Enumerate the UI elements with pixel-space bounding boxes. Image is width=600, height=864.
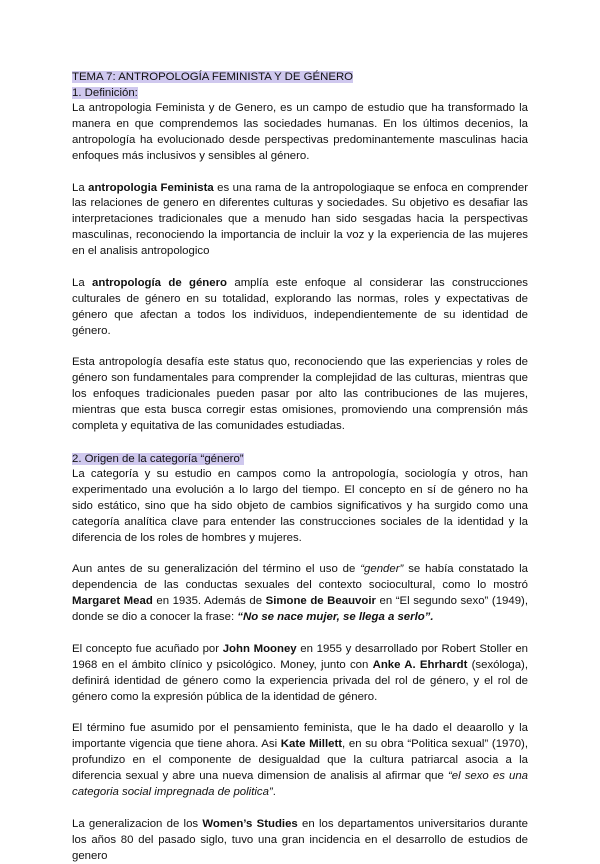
text: , en su obra “Politica sexual” (1970), profundizo en el componente de desigualdad que la cultura patriarcal asocia a la diferencia sexual y abre una nueva dimension de analisis al afirmar que bbox=[72, 738, 528, 783]
text: El concepto fue acuñado por bbox=[72, 642, 223, 655]
text: . bbox=[272, 785, 276, 798]
section-2-heading-text: 2. Origen de la categoría “género” bbox=[72, 452, 244, 465]
text: La bbox=[72, 276, 93, 289]
term-womens-studies: Women’s Studies bbox=[202, 817, 298, 830]
section-2-paragraph-3 bbox=[72, 642, 528, 706]
section-1-paragraph-1: La antropologia Feminista y de Genero, es un campo de estudio que ha transformado la manera en que comprendemos las sociedades humanas. En los últimos decenios, la antropología ha evolucionado desde perspectivas predominantemente masculinas hacia enfoques más inclusivos y sensibles al género. bbox=[72, 102, 528, 162]
text: Aun antes de su generalización del término el uso de bbox=[72, 563, 361, 576]
section-1-paragraph-4: Esta antropología desafía este status quo, reconociendo que las experiencias y roles de género son fundamentales para comprender la complejidad de las culturas, mientras que los enfoques tradicionales pueden pasar por alto las contribuciones de las mujeres, mientras que esta busca corregir estas omisiones, promoviendo una comprensión más completa y equitativa de las comunidades estudiadas. bbox=[72, 356, 528, 433]
section-1-heading-text: 1. Definición: bbox=[72, 87, 138, 99]
section-2-paragraph-5 bbox=[72, 817, 528, 864]
document-title bbox=[72, 69, 528, 85]
text: se había constatado la dependencia de las conductas sexuales del contexto sociocultural, como lo mostró bbox=[72, 563, 528, 592]
quote-beauvoir: “No se nace mujer, se llega a serlo”. bbox=[237, 611, 434, 624]
text: El término fue asumido por el pensamiento feminista, que le ha dado el deaarollo y la importante vigencia que tiene ahora. Asi bbox=[72, 722, 528, 751]
text: La generalizacion de los bbox=[72, 817, 203, 830]
name-anke-ehrhardt: Anke A. Ehrhardt bbox=[372, 658, 468, 671]
term-gender: “gender” bbox=[360, 563, 404, 576]
name-margaret-mead: Margaret Mead bbox=[72, 595, 153, 608]
section-2-paragraph-4 bbox=[72, 721, 528, 801]
section-2-paragraph-1: La categoría y su estudio en campos como la antropología, sociología y otros, han experimentado una evolución a lo largo del tiempo. El concepto en sí de género no ha sido estático, sino que ha sido objeto de cambios significativos y ha surgido como una categoría analítica clave para entender las construcciones sociales de la identidad y la diferencia de los roles de hombres y mujeres. bbox=[72, 467, 528, 544]
term-antropologia-feminista: antropologia Feminista bbox=[88, 181, 214, 194]
text: en los departamentos universitarios durante los años 80 del pasado siglo, tuvo una gran incidencia en el desarrollo de estudios de genero bbox=[72, 817, 529, 862]
document-title-text: TEMA 7: ANTROPOLOGÍA FEMINISTA Y DE GÉNERO bbox=[72, 71, 354, 83]
quote-millett: “el sexo es una categoria social impregnada de politica” bbox=[72, 770, 528, 798]
text: en 1955 y desarrollado por Robert Stoller en 1968 en el ámbito clínico y psicológico. Money, junto con bbox=[72, 642, 529, 671]
text: La bbox=[72, 181, 89, 194]
section-2-heading bbox=[72, 451, 528, 467]
section-1-paragraph-3 bbox=[72, 276, 528, 340]
text: en 1935. Además de bbox=[152, 595, 266, 608]
name-simone-de-beauvoir: Simone de Beauvoir bbox=[265, 595, 376, 608]
section-1-heading bbox=[72, 85, 528, 101]
text: (sexóloga), definirá identidad de género como la experiencia privada del rol de género, y el rol de género como la expresión pública de la identidad de género. bbox=[72, 658, 528, 703]
text: amplía este enfoque al considerar las construcciones culturales de género en su totalidad, explorando las normas, roles y expectativas de género que afectan a todos los individuos, independientemente de su identidad de género. bbox=[72, 276, 528, 337]
section-2-paragraph-2 bbox=[72, 562, 528, 626]
name-kate-millett: Kate Millett bbox=[280, 738, 343, 751]
section-1-paragraph-2 bbox=[72, 181, 528, 261]
text: en “El segundo sexo” (1949), donde se dio a conocer la frase: bbox=[72, 595, 528, 624]
document-page bbox=[72, 69, 528, 864]
term-antropologia-genero: antropología de género bbox=[92, 276, 227, 289]
text: es una rama de la antropologiaque se enfoca en comprender las relaciones de genero en diferentes culturas y sociedades. Su objetivo es desafiar las interpretaciones tradicionales que a menudo han sido sesgadas hacia la perspectivas masculinas, reconociendo la importancia de incluir la voz y la experiencia de las mujeres en el analisis antropologico bbox=[72, 181, 528, 258]
name-john-mooney: John Mooney bbox=[222, 642, 297, 655]
